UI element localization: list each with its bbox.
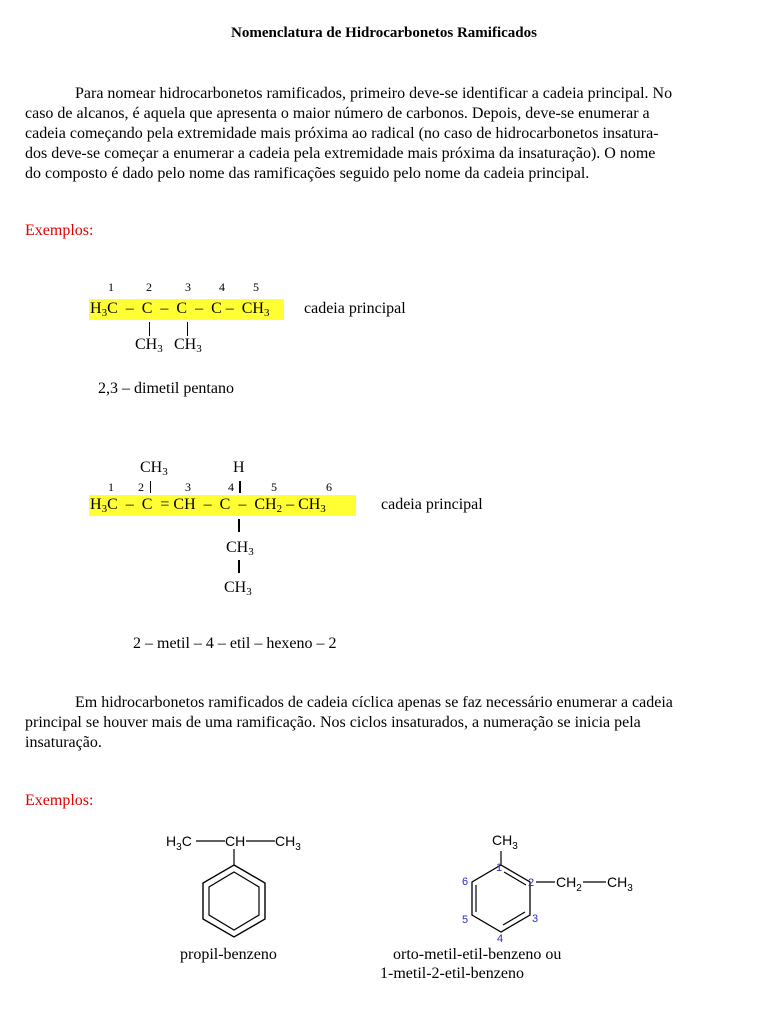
benzene-ring	[203, 865, 265, 937]
carbon-number: 3	[185, 480, 191, 494]
cyclic-line: Em hidrocarbonetos ramificados de cadeia cíclica apenas se faz necessário enumerar a cadeia	[75, 694, 673, 711]
carbon-number: 6	[326, 480, 332, 494]
benzene-inner-ring	[209, 872, 259, 930]
double-bond	[503, 912, 525, 925]
ethyl-ch3: $CH_3$	[224, 579, 252, 598]
ch-label: CH	[225, 833, 246, 849]
branch-bond	[238, 519, 240, 532]
carbon-number: 1	[108, 480, 114, 494]
examples-heading: Exemplos:	[25, 222, 94, 239]
hydrogen-atom: H	[233, 459, 245, 476]
intro-line: dos deve-se começar a enumerar a cadeia pela extremidade mais próxima da insaturação). O nome	[25, 145, 656, 162]
branch-bond	[150, 481, 151, 493]
carbon-number: 2	[138, 480, 144, 494]
cyclic-line: insaturação.	[25, 734, 102, 751]
ch3-label: $CH_3$	[275, 833, 301, 853]
main-chain-formula: $H_3C$ – C – C – C – $CH_3$	[90, 300, 270, 319]
propylbenzene-structure	[160, 825, 310, 940]
ch2-label: $CH_2$	[556, 874, 582, 894]
ch3-label: $CH_3$	[492, 832, 518, 852]
ethyl-ch2: $CH_3$	[226, 539, 254, 558]
carbon-number: 3	[185, 280, 191, 294]
carbon-number: 4	[219, 280, 225, 294]
cyclic-paragraph	[25, 693, 690, 753]
page-title: Nomenclatura de Hidrocarbonetos Ramificados	[231, 25, 537, 41]
chain-label: cadeia principal	[381, 496, 483, 513]
methyl-group: $CH_3$	[140, 459, 168, 478]
example-2-name: 2 – metil – 4 – etil – hexeno – 2	[133, 635, 337, 652]
ring-number: 6	[462, 876, 469, 888]
cyclic-line: principal se houver mais de uma ramificação. Nos ciclos insaturados, a numeração se inicia pela	[25, 714, 641, 731]
methyl-text: CH	[174, 336, 197, 353]
branch-bond	[149, 322, 150, 336]
intro-line: caso de alcanos, é aquela que apresenta o maior número de carbonos. Depois, deve-se enumerar a	[25, 105, 650, 122]
ring-number: 1	[496, 862, 503, 874]
carbon-number: 5	[253, 280, 259, 294]
methyl-group: $CH_3$	[135, 336, 163, 355]
main-chain-formula: $H_3C$ – C = CH – C – $CH_2 - CH_3$	[90, 496, 326, 515]
methylethylbenzene-structure	[440, 825, 640, 945]
methyl-text: CH	[135, 336, 158, 353]
branch-bond	[187, 322, 188, 336]
examples-heading-2: Exemplos:	[25, 792, 94, 809]
ring-number: 2	[528, 877, 535, 889]
intro-paragraph	[25, 84, 690, 184]
example-4-name-line2: 1-metil-2-etil-benzeno	[380, 965, 524, 982]
branch-bond	[239, 481, 241, 493]
carbon-number: 2	[146, 280, 152, 294]
chain-label: cadeia principal	[304, 300, 406, 317]
carbon-number: 5	[271, 480, 277, 494]
methyl-group: $CH_3$	[174, 336, 202, 355]
carbon-number: 1	[108, 280, 114, 294]
benzene-ring	[472, 865, 530, 932]
branch-bond	[238, 560, 240, 573]
intro-line: cadeia começando pela extremidade mais próxima ao radical (no caso de hidrocarbonetos insatura-	[25, 125, 659, 142]
methyl-text: CH	[140, 459, 163, 476]
ring-number: 3	[532, 913, 539, 925]
intro-line: do composto é dado pelo nome das ramificações seguido pelo nome da cadeia principal.	[25, 165, 590, 182]
example-1-name: 2,3 – dimetil pentano	[98, 380, 234, 397]
carbon-number: 4	[228, 480, 234, 494]
ring-number: 5	[462, 914, 469, 926]
example-3-name: propil-benzeno	[180, 946, 277, 963]
ch3-label: $CH_3$	[607, 874, 633, 894]
ethyl-text: CH	[226, 539, 249, 556]
ethyl-text: CH	[224, 579, 247, 596]
ring-number: 4	[497, 933, 504, 945]
h3c-label: $H_3C$	[166, 833, 192, 853]
intro-line: Para nomear hidrocarbonetos ramificados, primeiro deve-se identificar a cadeia principal. No	[75, 85, 673, 102]
example-4-name-line1: orto-metil-etil-benzeno ou	[393, 946, 562, 963]
